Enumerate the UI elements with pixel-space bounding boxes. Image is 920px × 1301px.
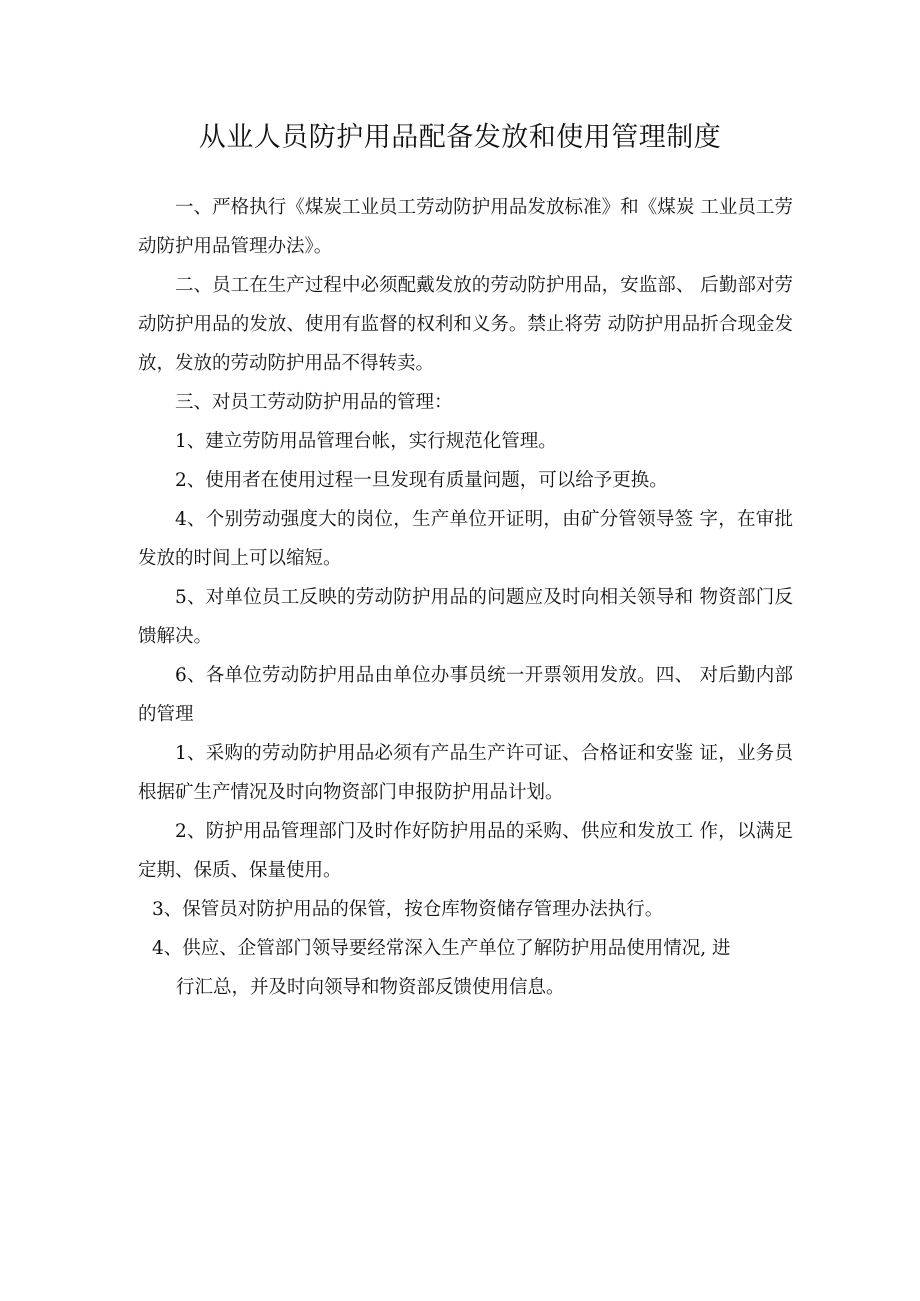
paragraph-8: 6、各单位劳动防护用品由单位办事员统一开票领用发放。四、 对后勤内部的管理 (138, 665, 793, 725)
paragraph-10: 2、防护用品管理部门及时作好防护用品的采购、供应和发放工 作，以满足定期、保质、保量使用。 (138, 821, 793, 881)
paragraph-12-line-2: 行汇总，并及时向领导和物资部反馈使用信息。 (176, 977, 565, 998)
paragraph-9: 1、采购的劳动防护用品必须有产品生产许可证、合格证和安鉴 证，业务员根据矿生产情况及时向物资部门申报防护用品计划。 (138, 743, 793, 803)
paragraph-1: 一、严格执行《煤炭工业员工劳动防护用品发放标准》和《煤炭 工业员工劳动防护用品管理办法》。 (138, 197, 793, 257)
paragraph-12-line-1: 4、供应、企管部门领导要经常深入生产单位了解防护用品使用情况, 进 (152, 938, 731, 959)
paragraph-3: 三、对员工劳动防护用品的管理： (175, 392, 453, 413)
paragraph-7: 5、对单位员工反映的劳动防护用品的问题应及时向相关领导和 物资部门反馈解决。 (138, 587, 793, 647)
paragraph-5: 2、使用者在使用过程一旦发现有质量问题，可以给予更换。 (175, 470, 668, 491)
paragraph-12 (138, 929, 793, 1007)
paragraph-2: 二、员工在生产过程中必须配戴发放的劳动防护用品，安监部、 后勤部对劳动防护用品的发放、使用有监督的权利和义务。禁止将劳 动防护用品折合现金发放，发放的劳动防护用品不得转卖。 (138, 275, 793, 374)
document-title: 从业人员防护用品配备发放和使用管理制度 (198, 122, 722, 153)
paragraph-6: 4、个别劳动强度大的岗位，生产单位开证明，由矿分管领导签 字，在审批发放的时间上可以缩短。 (138, 509, 793, 569)
document-body (138, 188, 793, 1007)
paragraph-4: 1、建立劳防用品管理台帐，实行规范化管理。 (175, 431, 557, 452)
paragraph-11: 3、保管员对防护用品的保管，按仓库物资储存管理办法执行。 (152, 899, 664, 920)
